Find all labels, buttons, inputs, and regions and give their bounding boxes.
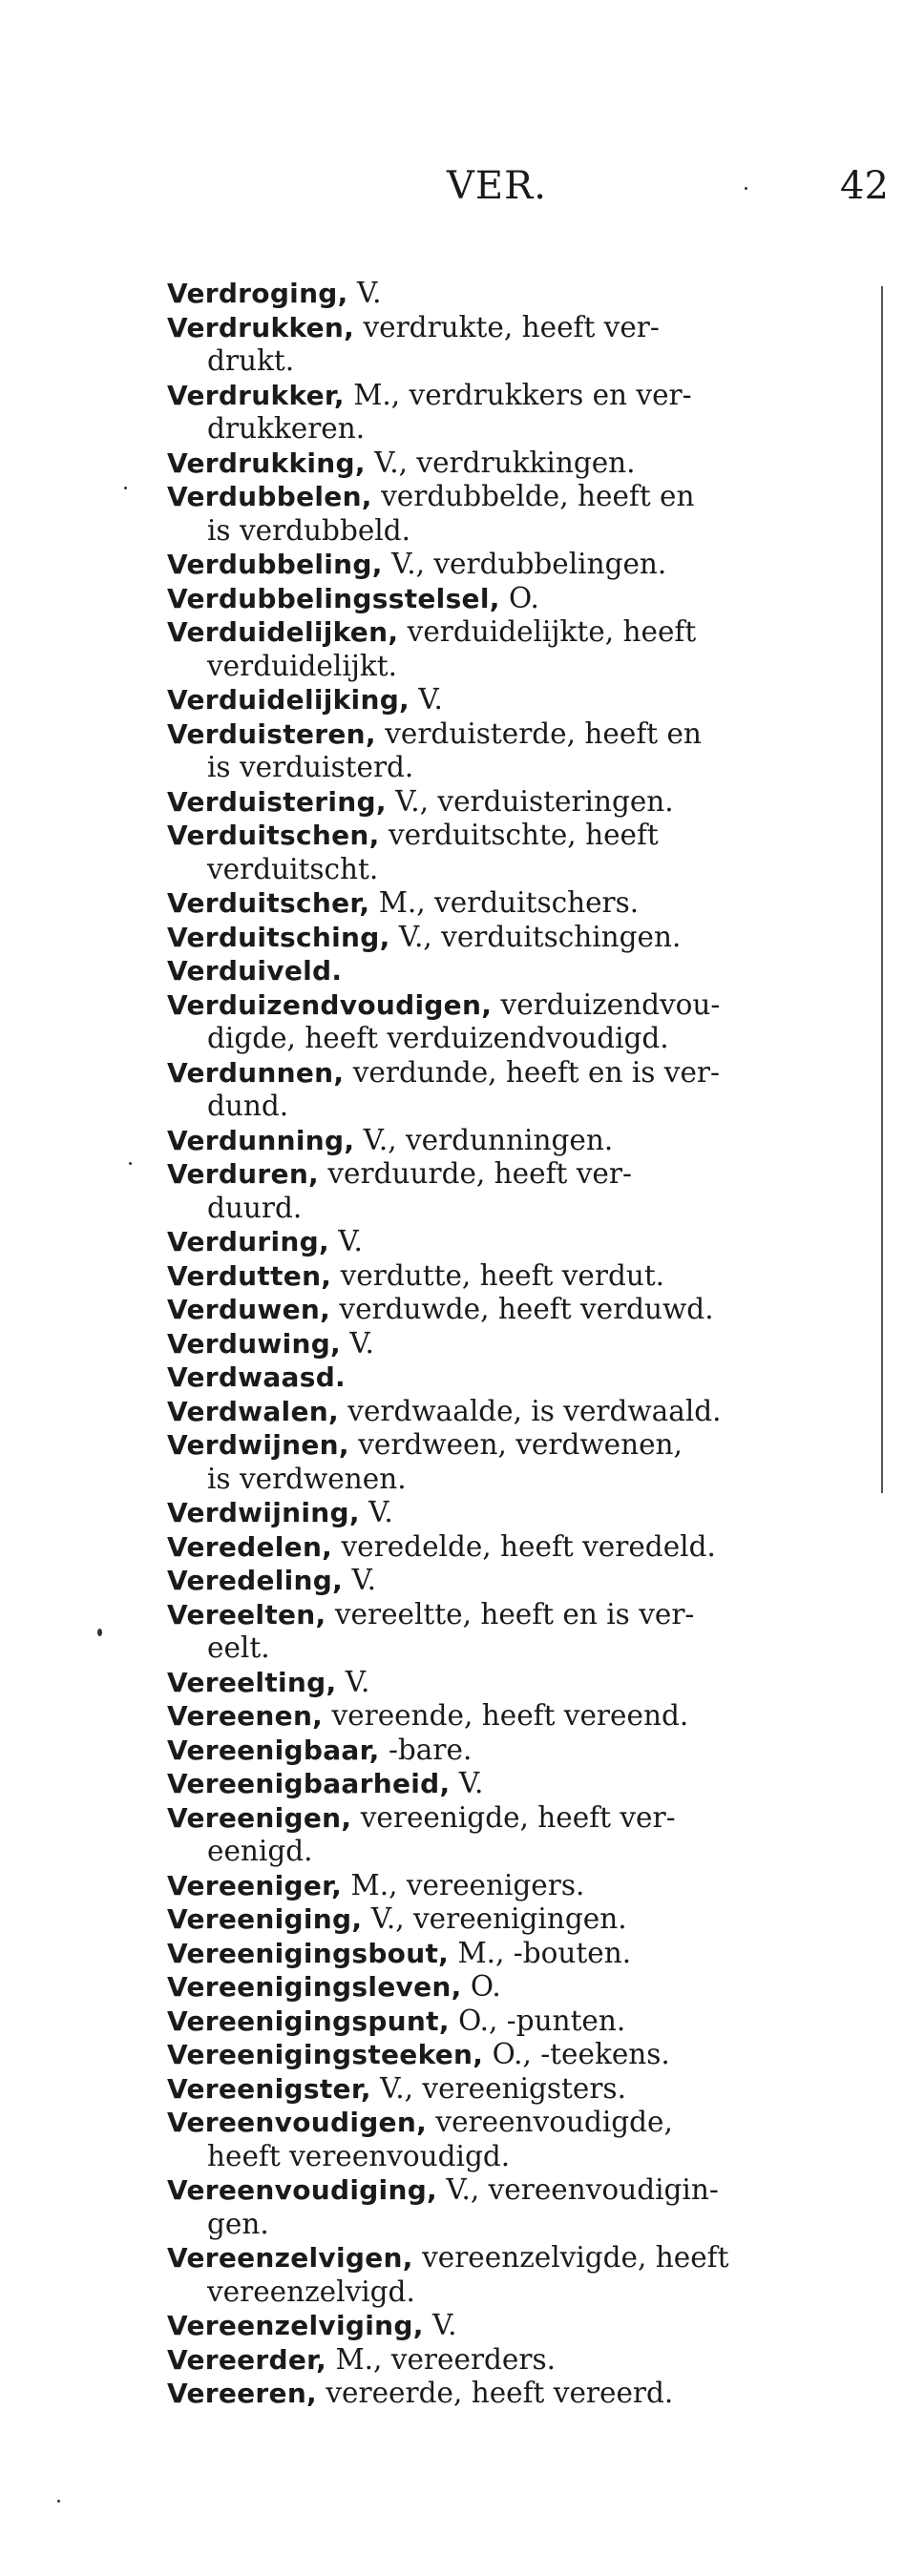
headword: Verdunnen,	[167, 1056, 345, 1089]
entry-first-line	[167, 1699, 859, 1734]
headword: Vereenigingsbout,	[167, 1937, 450, 1969]
definition-text: verdutte, heeft verdut.	[331, 1258, 665, 1292]
dictionary-entry	[167, 2309, 859, 2343]
entry-first-line	[167, 2038, 859, 2072]
definition-text: V., verdrukkingen.	[365, 446, 636, 479]
definition-continuation: gen.	[207, 2207, 269, 2240]
headword: Vereenigbaar,	[167, 1734, 380, 1766]
dictionary-entry	[167, 2377, 859, 2411]
headword: Verdubbelen,	[167, 481, 372, 512]
dictionary-entry	[167, 1327, 859, 1361]
dictionary-entry	[167, 819, 859, 886]
headword: Verdwaasd.	[167, 1361, 346, 1393]
definition-text: V.	[343, 1564, 376, 1596]
entry-first-line	[167, 1293, 859, 1327]
definition-text: -bare.	[379, 1733, 473, 1766]
dictionary-entry	[167, 2173, 859, 2241]
definition-continuation: verduitscht.	[207, 852, 379, 885]
entry-first-line	[167, 1937, 859, 1971]
dictionary-entry	[167, 683, 859, 717]
dictionary-entry	[167, 1666, 859, 1700]
headword: Verdrukken,	[167, 311, 355, 343]
definition-text: vereenzelvigde, heeft	[412, 2241, 729, 2274]
dictionary-entry	[167, 1157, 859, 1225]
entry-first-line	[167, 480, 859, 514]
entry-first-line	[167, 1496, 859, 1530]
headword: Vereelten,	[167, 1598, 326, 1631]
definition-text: verdubbelde, heeft en	[371, 480, 695, 512]
definition-text: V.	[336, 1665, 370, 1698]
dictionary-entry	[167, 2241, 859, 2309]
definition-continuation: dund.	[207, 1090, 289, 1122]
dictionary-entry	[167, 1530, 859, 1565]
definition-text: V., verduitschingen.	[389, 920, 682, 953]
definition-text: vereenvoudigde,	[427, 2106, 673, 2138]
dictionary-entry	[167, 1767, 859, 1801]
dictionary-entry	[167, 2038, 859, 2072]
entry-first-line	[167, 1327, 859, 1361]
entry-first-line	[167, 379, 859, 413]
dictionary-entry	[167, 2005, 859, 2039]
definition-continuation: is verdwenen.	[207, 1462, 407, 1495]
dictionary-entry	[167, 1937, 859, 1971]
dictionary-entry	[167, 1496, 859, 1530]
entry-first-line	[167, 2072, 859, 2107]
entry-first-line	[167, 2005, 859, 2039]
definition-continuation: drukkeren.	[207, 412, 366, 445]
entry-first-line	[167, 717, 859, 752]
headword: Verduizendvoudigen,	[167, 988, 493, 1021]
entry-first-line	[167, 886, 859, 921]
definition-text: V.	[423, 2309, 457, 2341]
definition-text: M., verduitschers.	[369, 886, 640, 919]
headword: Verdrukking,	[167, 447, 366, 479]
dictionary-entry	[167, 1361, 859, 1395]
headword: Vereenvoudiging,	[167, 2174, 437, 2206]
dictionary-entry	[167, 1734, 859, 1768]
dictionary-entry	[167, 785, 859, 820]
headword: Verdunning,	[167, 1124, 355, 1156]
definition-text: vereenigde, heeft ver-	[351, 1800, 676, 1834]
headword: Vereenigen,	[167, 1801, 352, 1834]
definition-text: V.	[359, 1496, 393, 1528]
dictionary-entry	[167, 277, 859, 311]
entry-first-line	[167, 548, 859, 582]
dictionary-entry	[167, 717, 859, 785]
entry-first-line	[167, 921, 859, 955]
definition-text: verdwaalde, is verdwaald.	[338, 1394, 722, 1427]
page-running-head: VER.	[447, 164, 547, 208]
definition-text: M., vereenigers.	[342, 1868, 585, 1901]
entry-first-line	[167, 2377, 859, 2411]
headword: Vereeren,	[167, 2378, 317, 2409]
headword: Vereenen,	[167, 1700, 324, 1732]
headword: Verduidelijking,	[167, 684, 410, 716]
definition-continuation: drukt.	[207, 344, 295, 377]
definition-text: V., verdubbelingen.	[382, 548, 667, 580]
headword: Veredelen,	[167, 1530, 333, 1563]
headword: Verduwing,	[167, 1327, 341, 1360]
headword: Verdwalen,	[167, 1395, 339, 1427]
definition-continuation: eenigd.	[207, 1835, 313, 1867]
dictionary-entry	[167, 1225, 859, 1259]
headword: Veredeling,	[167, 1565, 344, 1596]
definition-text: O., -punten.	[449, 2004, 626, 2037]
definition-text: verduitschte, heeft	[379, 819, 659, 851]
headword: Verdrukker,	[167, 379, 345, 411]
definition-text: V., verduisteringen.	[386, 784, 674, 818]
dictionary-entry	[167, 2343, 859, 2378]
headword: Vereenzelvigen,	[167, 2242, 413, 2274]
headword: Verdroging,	[167, 278, 348, 309]
definition-text: verduisterde, heeft en	[375, 717, 702, 750]
headword: Vereenigingspunt,	[167, 2005, 450, 2037]
entry-first-line	[167, 1801, 859, 1836]
entry-first-line	[167, 1598, 859, 1632]
entry-first-line	[167, 1428, 859, 1463]
definition-text: V.	[450, 1767, 484, 1799]
entry-first-line	[167, 1124, 859, 1158]
print-speck	[57, 2500, 60, 2503]
dictionary-entry	[167, 447, 859, 481]
headword: Verduren,	[167, 1158, 319, 1190]
definition-text: verdween, verdwenen,	[348, 1428, 683, 1461]
dictionary-entry	[167, 1564, 859, 1598]
headword: Verdubbeling,	[167, 549, 383, 580]
definition-text: M., -bouten.	[449, 1936, 632, 1969]
entry-list	[167, 277, 859, 2411]
definition-text: vereende, heeft vereend.	[323, 1699, 689, 1732]
definition-continuation: is verdubbeld.	[207, 513, 410, 547]
dictionary-entry	[167, 1699, 859, 1734]
headword: Verduring,	[167, 1226, 329, 1257]
entry-first-line	[167, 1395, 859, 1429]
dictionary-entry	[167, 954, 859, 988]
dictionary-entry	[167, 2072, 859, 2107]
definition-text: V., verdunningen.	[354, 1123, 614, 1156]
dictionary-entry	[167, 1293, 859, 1327]
entry-first-line	[167, 1225, 859, 1259]
definition-continuation: duurd.	[207, 1191, 303, 1224]
entry-first-line	[167, 1530, 859, 1565]
definition-text: O.	[499, 581, 539, 614]
headword: Vereenzelviging,	[167, 2310, 424, 2341]
headword: Vereenigster,	[167, 2072, 371, 2105]
headword: Verdubbelingsstelsel,	[167, 582, 500, 614]
dictionary-entry	[167, 1970, 859, 2005]
dictionary-entry	[167, 480, 859, 548]
headword: Vereenigingsleven,	[167, 1971, 462, 2003]
print-speck	[124, 487, 127, 489]
print-speck	[129, 1162, 132, 1165]
headword: Verduitsching,	[167, 921, 390, 953]
entry-first-line	[167, 2106, 859, 2140]
definition-continuation: verduidelijkt.	[207, 649, 398, 682]
entry-first-line	[167, 1157, 859, 1192]
definition-text: V.	[328, 1225, 363, 1257]
entry-first-line	[167, 819, 859, 853]
entry-first-line	[167, 954, 859, 988]
definition-continuation: vereenzelvigd.	[207, 2275, 415, 2308]
headword: Verduistering,	[167, 785, 387, 818]
headword: Verdutten,	[167, 1259, 332, 1292]
headword: Verduitscher,	[167, 887, 370, 919]
definition-continuation: digde, heeft verduizendvoudigd.	[207, 1022, 669, 1054]
dictionary-entry	[167, 379, 859, 447]
definition-text: veredelde, heeft veredeld.	[332, 1529, 716, 1563]
entry-first-line	[167, 1564, 859, 1598]
headword: Verduwen,	[167, 1294, 331, 1325]
headword: Verduiveld.	[167, 955, 343, 987]
entry-first-line	[167, 988, 859, 1023]
definition-text: vereerde, heeft vereerd.	[317, 2377, 674, 2409]
dictionary-entry	[167, 1259, 859, 1294]
entry-first-line	[167, 1259, 859, 1294]
definition-text: vereeltte, heeft en is ver-	[326, 1597, 695, 1631]
definition-text: verduwde, heeft verduwd.	[330, 1293, 714, 1325]
definition-text: O., -teekens.	[483, 2038, 670, 2070]
headword: Vereelting,	[167, 1666, 337, 1698]
dictionary-entry	[167, 615, 859, 683]
dictionary-entry	[167, 1056, 859, 1124]
entry-first-line	[167, 447, 859, 481]
column-rule	[881, 286, 883, 1493]
definition-text: verduidelijkte, heeft	[398, 615, 697, 648]
definition-text: V.	[347, 277, 382, 309]
headword: Vereeniging,	[167, 1903, 363, 1935]
headword: Verduitschen,	[167, 820, 380, 851]
definition-text: V., vereenvoudigin-	[436, 2173, 719, 2206]
definition-text: verdunde, heeft en is ver-	[344, 1055, 720, 1089]
definition-text: verduurde, heeft ver-	[318, 1157, 632, 1190]
dictionary-entry	[167, 921, 859, 955]
entry-first-line	[167, 277, 859, 311]
dictionary-entry	[167, 1395, 859, 1429]
dictionary-entry	[167, 311, 859, 379]
entry-first-line	[167, 683, 859, 717]
headword: Vereeniger,	[167, 1869, 343, 1901]
entry-first-line	[167, 1361, 859, 1395]
entry-first-line	[167, 311, 859, 345]
print-speck	[97, 1629, 102, 1636]
entry-first-line	[167, 2173, 859, 2208]
headword: Vereenigbaarheid,	[167, 1768, 451, 1799]
entry-first-line	[167, 1666, 859, 1700]
definition-continuation: heeft vereenvoudigd.	[207, 2139, 511, 2172]
headword: Verduidelijken,	[167, 616, 399, 648]
dictionary-entry	[167, 1598, 859, 1666]
definition-text: V., vereenigingen.	[362, 1902, 627, 1935]
dictionary-entry	[167, 1428, 859, 1496]
definition-continuation: is verduisterd.	[207, 751, 414, 783]
entry-first-line	[167, 1734, 859, 1768]
entry-first-line	[167, 1056, 859, 1091]
dictionary-entry	[167, 1902, 859, 1937]
definition-text: M., vereerders.	[326, 2342, 557, 2376]
definition-text: V., vereenigsters.	[370, 2071, 626, 2105]
entry-first-line	[167, 2309, 859, 2343]
headword: Verdwijning,	[167, 1497, 360, 1528]
definition-text: verdrukte, heeft ver-	[354, 310, 660, 343]
definition-continuation: eelt.	[207, 1631, 270, 1664]
entry-first-line	[167, 1767, 859, 1801]
entry-first-line	[167, 1970, 859, 2005]
headword: Vereenvoudigen,	[167, 2107, 428, 2138]
definition-text: M., verdrukkers en ver-	[344, 378, 692, 411]
definition-text: V.	[409, 683, 443, 716]
entry-first-line	[167, 785, 859, 820]
page-number: 42	[840, 164, 889, 208]
dictionary-entry	[167, 1869, 859, 1903]
dictionary-entry	[167, 548, 859, 582]
entry-first-line	[167, 1902, 859, 1937]
definition-text: O.	[461, 1970, 501, 2003]
entry-first-line	[167, 615, 859, 650]
dictionary-entry	[167, 1801, 859, 1869]
headword: Verduisteren,	[167, 717, 376, 750]
entry-first-line	[167, 2241, 859, 2275]
definition-text: V.	[341, 1326, 374, 1360]
headword: Verdwijnen,	[167, 1429, 349, 1461]
dictionary-entry	[167, 1124, 859, 1158]
headword: Vereenigingsteeken,	[167, 2039, 484, 2070]
dictionary-entry	[167, 582, 859, 616]
dictionary-entry	[167, 988, 859, 1056]
entry-first-line	[167, 1869, 859, 1903]
entry-first-line	[167, 582, 859, 616]
entry-first-line	[167, 2343, 859, 2378]
headword: Vereerder,	[167, 2343, 327, 2376]
definition-text: verduizendvou-	[492, 987, 721, 1021]
dictionary-entry	[167, 886, 859, 921]
print-speck	[745, 187, 747, 190]
dictionary-entry	[167, 2106, 859, 2173]
